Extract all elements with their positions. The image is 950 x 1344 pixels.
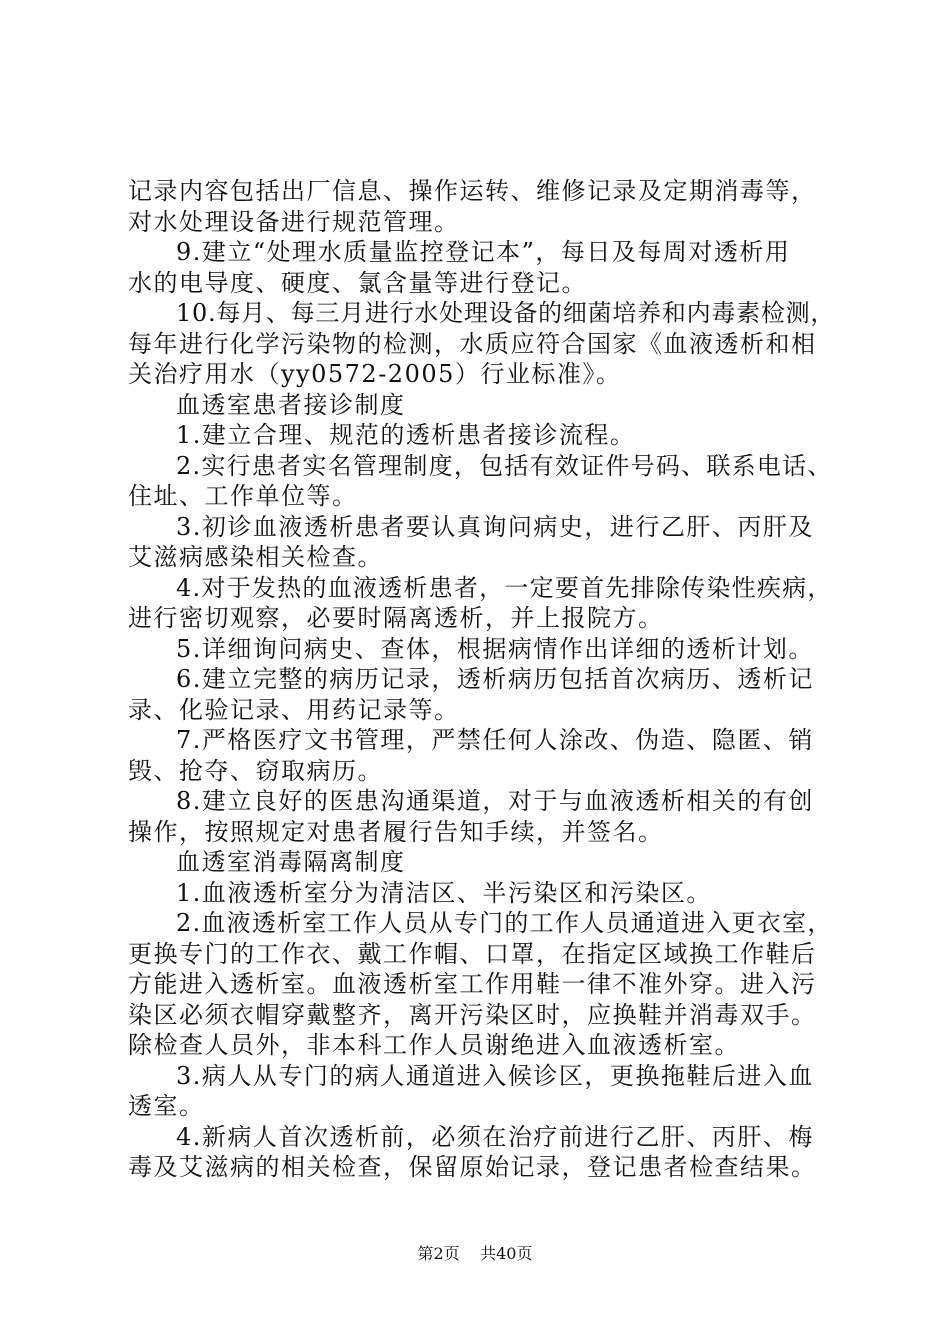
text-line: 9.建立“处理水质量监控登记本”，每日及每周对透析用 <box>176 238 791 266</box>
text-line: 2.血液透析室工作人员从专门的工作人员通道进入更衣室， <box>176 909 833 937</box>
text-line: 毁、抢夺、窃取病历。 <box>128 756 383 785</box>
page-separator <box>465 1244 475 1263</box>
page-footer <box>0 1244 950 1264</box>
text-line: 染区必须衣帽穿戴整齐，离开污染区时，应换鞋并消毒双手。 <box>128 1000 817 1029</box>
text-line: 记录内容包括出厂信息、操作运转、维修记录及定期消毒等， <box>128 177 817 205</box>
text-line: 10.每月、每三月进行水处理设备的细菌培养和内毒素检测， <box>176 299 836 327</box>
text-line: 1.血液透析室分为清洁区、半污染区和污染区。 <box>176 878 712 907</box>
text-line: 7.严格医疗文书管理，严禁任何人涂改、伪造、隐匿、销 <box>176 726 814 754</box>
text-line: 住址、工作单位等。 <box>128 482 358 510</box>
text-line: 8.建立良好的医患沟通渠道，对于与血液透析相关的有创 <box>176 787 814 815</box>
text-line: 除检查人员外，非本科工作人员谢绝进入血液透析室。 <box>128 1031 740 1059</box>
text-line: 更换专门的工作衣、戴工作帽、口罩，在指定区域换工作鞋后 <box>128 939 817 968</box>
text-line: 血透室消毒隔离制度 <box>176 848 406 876</box>
text-line: 对水处理设备进行规范管理。 <box>128 207 460 236</box>
text-line: 方能进入透析室。血液透析室工作用鞋一律不准外穿。进入污 <box>128 970 817 998</box>
text-line: 操作，按照规定对患者履行告知手续，并签名。 <box>128 817 664 846</box>
total-pages: 共40页 <box>480 1244 533 1263</box>
text-line: 毒及艾滋病的相关检查，保留原始记录，登记患者检查结果。 <box>128 1153 817 1181</box>
text-line: 3.初诊血液透析患者要认真询问病史，进行乙肝、丙肝及 <box>176 512 814 541</box>
text-line: 水的电导度、硬度、氯含量等进行登记。 <box>128 268 587 297</box>
text-line: 1.建立合理、规范的透析患者接诊流程。 <box>176 421 636 449</box>
text-line: 透室。 <box>128 1092 205 1120</box>
text-line: 血透室患者接诊制度 <box>176 390 406 419</box>
text-line: 4.对于发热的血液透析患者，一定要首先排除传染性疾病， <box>176 573 833 602</box>
page-number: 第2页 <box>417 1244 460 1263</box>
text-line: 3.病人从专门的病人通道进入候诊区，更换拖鞋后进入血 <box>176 1061 814 1090</box>
text-line: 录、化验记录、用药记录等。 <box>128 695 460 724</box>
text-line: 进行密切观察，必要时隔离透析，并上报院方。 <box>128 604 664 632</box>
text-line: 每年进行化学污染物的检测，水质应符合国家《血液透析和相 <box>128 329 817 358</box>
text-line: 5.详细询问病史、查体，根据病情作出详细的透析计划。 <box>176 634 814 663</box>
text-line: 6.建立完整的病历记录，透析病历包括首次病历、透析记 <box>176 665 814 693</box>
text-line: 2.实行患者实名管理制度，包括有效证件号码、联系电话、 <box>176 451 833 480</box>
text-line: 关治疗用水（yy0572-2005）行业标准》。 <box>128 360 622 388</box>
document-body <box>128 176 838 1183</box>
text-line: 艾滋病感染相关检查。 <box>128 543 383 571</box>
text-line: 4.新病人首次透析前，必须在治疗前进行乙肝、丙肝、梅 <box>176 1122 814 1151</box>
